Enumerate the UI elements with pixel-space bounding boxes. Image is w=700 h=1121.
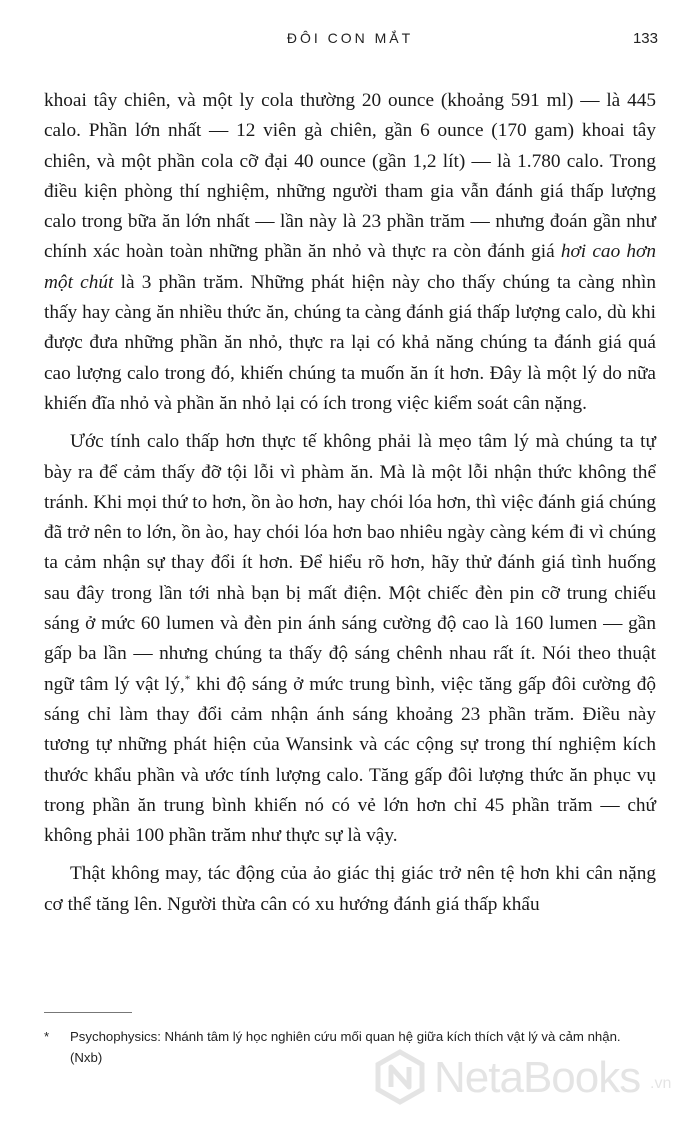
paragraph-2-text-a: Ước tính calo thấp hơn thực tế không phải là mẹo tâm lý mà chúng ta tự bày ra để cảm thấy đỡ tội lỗi vì phàm ăn. Mà là một lỗi nhận thức không thể tránh. Khi mọi thứ to hơn, ồn ào hơn, hay chói lóa hơn, thì việc đánh giá chúng đã trở nên to lớn, ồn ào, hay chói lóa hơn bao nhiêu ngày càng kém đi vì chúng ta cảm nhận sự thay đổi ít hơn. Để hiểu rõ hơn, hãy thử đánh giá tình huống sau đây trong lần tới nhà bạn bị mất điện. Một chiếc đèn pin cỡ trung chiếu sáng ở mức 60 lumen và đèn pin ánh sáng cường độ cao là 160 lumen — gần gấp ba lần — nhưng chúng ta thấy độ sáng chênh nhau rất ít. Nói theo thuật ngữ tâm lý vật lý, xyxy=(44,431,656,695)
body-text xyxy=(44,86,656,920)
footnote-text: Psychophysics: Nhánh tâm lý học nghiên cứu mối quan hệ giữa kích thích vật lý và cảm nhận. (Nxb) xyxy=(70,1029,621,1065)
paragraph-1-italic: hơi cao hơn một chút xyxy=(44,241,656,293)
footnote-divider xyxy=(44,1012,132,1013)
watermark-brand: NetaBooks xyxy=(434,1053,641,1102)
footnote-reference: * xyxy=(184,673,191,686)
paragraph-1-text-b: là 3 phần trăm. Những phát hiện này cho thấy chúng ta càng nhìn thấy hay càng ăn nhiều thức ăn, chúng ta càng đánh giá thấp lượng calo, dù khi được đưa những phần ăn nhỏ, thực ra lại có khả năng chúng ta đánh giá quá cao lượng calo trong đó, khiến chúng ta muốn ăn ít hơn. Đây là một lý do nữa khiến đĩa nhỏ và phần ăn nhỏ lại có ích trong việc kiểm soát cân nặng. xyxy=(44,271,656,414)
watermark-suffix: .vn xyxy=(650,1075,672,1092)
page-number: 133 xyxy=(632,30,658,47)
paragraph-3: Thật không may, tác động của ảo giác thị giác trở nên tệ hơn khi cân nặng cơ thể tăng lên. Người thừa cân có xu hướng đánh giá thấp khẩu xyxy=(44,863,656,915)
paragraph-2-text-b: khi độ sáng ở mức trung bình, việc tăng gấp đôi cường độ sáng chỉ làm thay đổi cảm nhận ánh sáng khoảng 23 phần trăm. Điều này tương tự những phát hiện của Wansink và các cộng sự trong thí nghiệm kích thước khẩu phần và ước tính lượng calo. Tăng gấp đôi lượng thức ăn phục vụ trong phần ăn trung bình khiến nó có vẻ lớn hơn chỉ 45 phần trăm — chứ không phải 100 phần trăm như thực sự là vậy. xyxy=(44,673,656,847)
netabooks-logo-icon xyxy=(372,1049,428,1105)
paragraph-1 xyxy=(44,86,656,419)
footnote-mark: * xyxy=(44,1029,50,1044)
watermark xyxy=(372,1047,692,1109)
paragraph-2 xyxy=(44,427,656,851)
running-title: ĐÔI CON MẮT xyxy=(286,30,414,46)
page-header xyxy=(0,30,700,54)
paragraph-1-text-a: khoai tây chiên, và một ly cola thường 20 ounce (khoảng 591 ml) — là 445 calo. Phần lớn nhất — 12 viên gà chiên, gần 6 ounce (170 gam) khoai tây chiên, và một phần cola cỡ đại 40 ounce (gần 1,2 lít) — là 1.780 calo. Trong điều kiện phòng thí nghiệm, những người tham gia vẫn đánh giá thấp lượng calo trong bữa ăn lớn nhất — lần này là 23 phần trăm — nhưng đoán gần như chính xác hoàn toàn những phần ăn nhỏ và thực ra còn đánh giá xyxy=(44,90,656,263)
